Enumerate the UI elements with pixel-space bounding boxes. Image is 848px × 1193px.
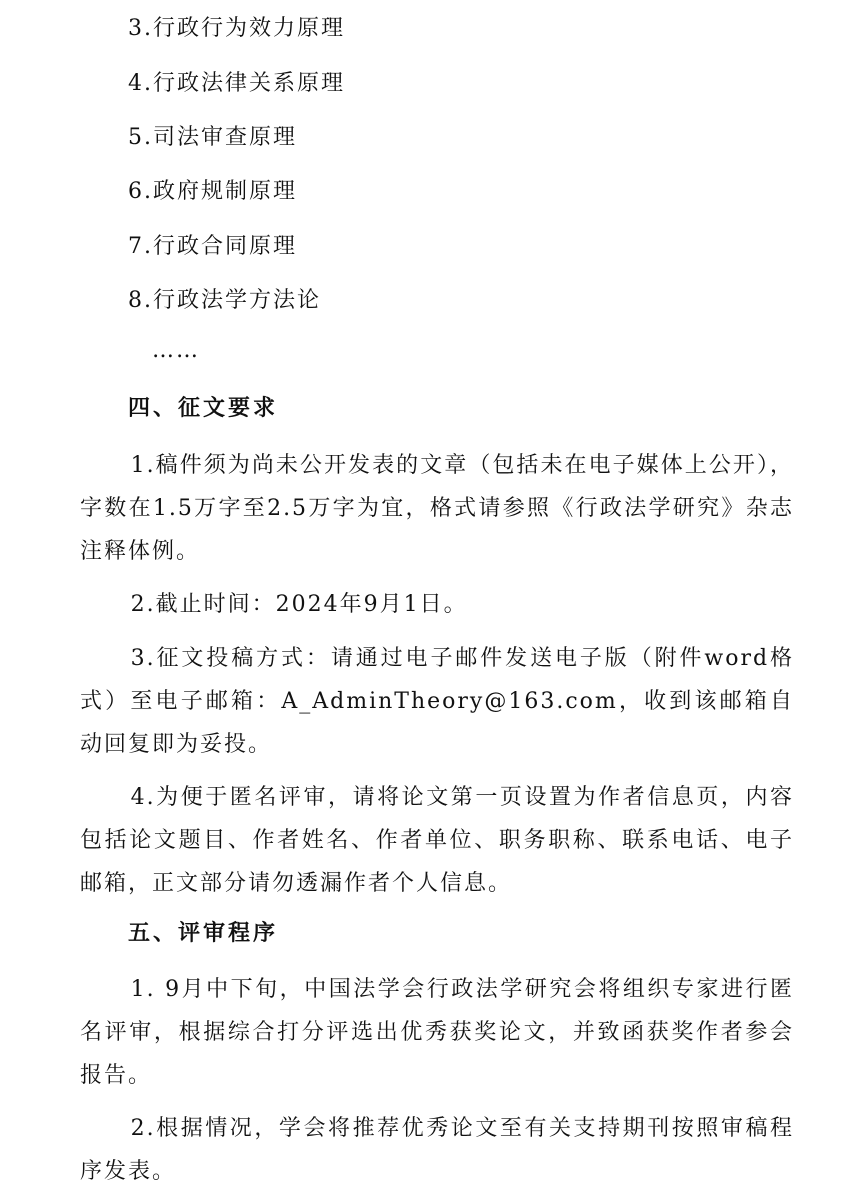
list-ellipsis: …… — [152, 338, 200, 363]
section-5-heading: 五、评审程序 — [128, 921, 279, 946]
section-4-item-1: 1.稿件须为尚未公开发表的文章（包括未在电子媒体上公开），字数在1.5万字至2.5万字为宜，格式请参照《行政法学研究》杂志注释体例。 — [80, 453, 794, 564]
section-5-item-1: 1. 9月中下旬，中国法学会行政法学研究会将组织专家进行匿名评审，根据综合打分评选出优秀获奖论文，并致函获奖作者参会报告。 — [80, 977, 794, 1088]
list-item-5: 5.司法审查原理 — [128, 125, 297, 150]
list-item-3: 3.行政行为效力原理 — [128, 16, 345, 41]
section-4-item-2: 2.截止时间：2024年9月1日。 — [130, 592, 468, 617]
section-5-item-2: 2.根据情况，学会将推荐优秀论文至有关支持期刊按照审稿程序发表。 — [80, 1116, 794, 1184]
section-4-heading: 四、征文要求 — [128, 396, 279, 421]
list-item-4: 4.行政法律关系原理 — [128, 71, 345, 96]
list-item-7: 7.行政合同原理 — [128, 234, 297, 259]
section-4-item-3: 3.征文投稿方式：请通过电子邮件发送电子版（附件word格式）至电子邮箱：A_AdminTheory@163.com，收到该邮箱自动回复即为妥投。 — [80, 646, 794, 757]
section-4-item-4: 4.为便于匿名评审，请将论文第一页设置为作者信息页，内容包括论文题目、作者姓名、作者单位、职务职称、联系电话、电子邮箱，正文部分请勿透漏作者个人信息。 — [80, 785, 794, 896]
list-item-8: 8.行政法学方法论 — [128, 288, 321, 313]
list-item-6: 6.政府规制原理 — [128, 179, 297, 204]
